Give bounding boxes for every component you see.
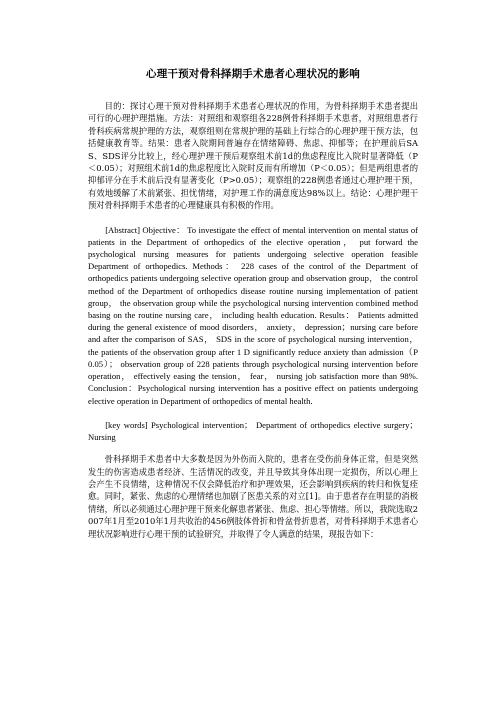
introduction-paragraph: 骨科择期手术患者中大多数是因为外伤而入院的，患者在受伤前身体正常，但是突然发生的伤害造成患者经济、生活情况的改变，并且导致其身体出现一定损伤，所以心理上会产生不良情绪，这种情况不仅会降低治疗和护理效果，还会影响到疾病的转归和恢复痊愈。同时，紧张、焦虑的心理情绪也加剧了医患关系的对立[1]。由于患者存在明显的消极情绪，所以必须通过心理护理干预来化解患者紧张、焦虑、担心等情绪。所以，我院选取2007年1月至2010年1月共收治的456例肢体骨折和骨盆骨折患者，对骨科择期手术患者心理状况影响进行心理干预的试验研究，并取得了令人满意的结果，现报告如下： (88, 454, 418, 539)
abstract-english: [Abstract] Objective： To investigate the effect of mental intervention on mental status of patients in the Department of orthopedics of the elective operation， put forward the psychological nursing measures for patients undergoing selective operation feasible Department of orthopedics. Methods： 228 cases of the control of the Department of orthopedics patients undergoing selective operation group and observation group， the control method of the Department of orthopedics disease routine nursing implementation of patient group， the observation group while the psychological nursing intervention combined method basing on the routine nursing care， including health education. Results： Patients admitted during the general existence of mood disorders， anxiety， depression；nursing care before and after the comparison of SAS， SDS in the score of psychological nursing intervention， the patients of the observation group after 1 D significantly reduce anxiety than admission（P 0.05）； observation group of 228 patients through psychological nursing intervention before operation， effectively easing the tension， fear， nursing job satisfaction more than 98%. Conclusion：Psychological nursing intervention has a positive effect on patients undergoing elective operation in Department of orthopedics of mental health. (88, 224, 418, 406)
abstract-chinese: 目的：探讨心理干预对骨科择期手术患者心理状况的作用，为骨科择期手术患者提出可行的心理护理措施。方法：对照组和观察组各228例骨科择期手术患者，对照组患者行骨科疾病常规护理的方法，观察组则在常规护理的基础上行综合的心理护理干预方法，包括健康教育等。结果：患者入院期间普遍存在情绪障碍、焦虑、抑郁等；在护理前后SAS、SDS评分比较上，经心理护理干预后观察组术前1d的焦虑程度比入院时显著降低（P＜0.05）；对照组术前1d的焦虑程度比入院时反而有所增加（P＜0.05）；但是两组患者的抑郁评分在手术前后没有显著变化（P>0.05）；观察组的228例患者通过心理护理干预，有效地缓解了术前紧张、担忧情绪，对护理工作的满意度达98%以上。结论：心理护理干预对骨科择期手术患者的心理健康具有积极的作用。 (88, 101, 418, 211)
paper-title: 心理干预对骨科择期手术患者心理状况的影响 (146, 68, 360, 80)
document-page (88, 66, 418, 540)
keywords: [key words] Psychological intervention； Department of orthopedics elective surgery； Nursing (88, 419, 418, 442)
